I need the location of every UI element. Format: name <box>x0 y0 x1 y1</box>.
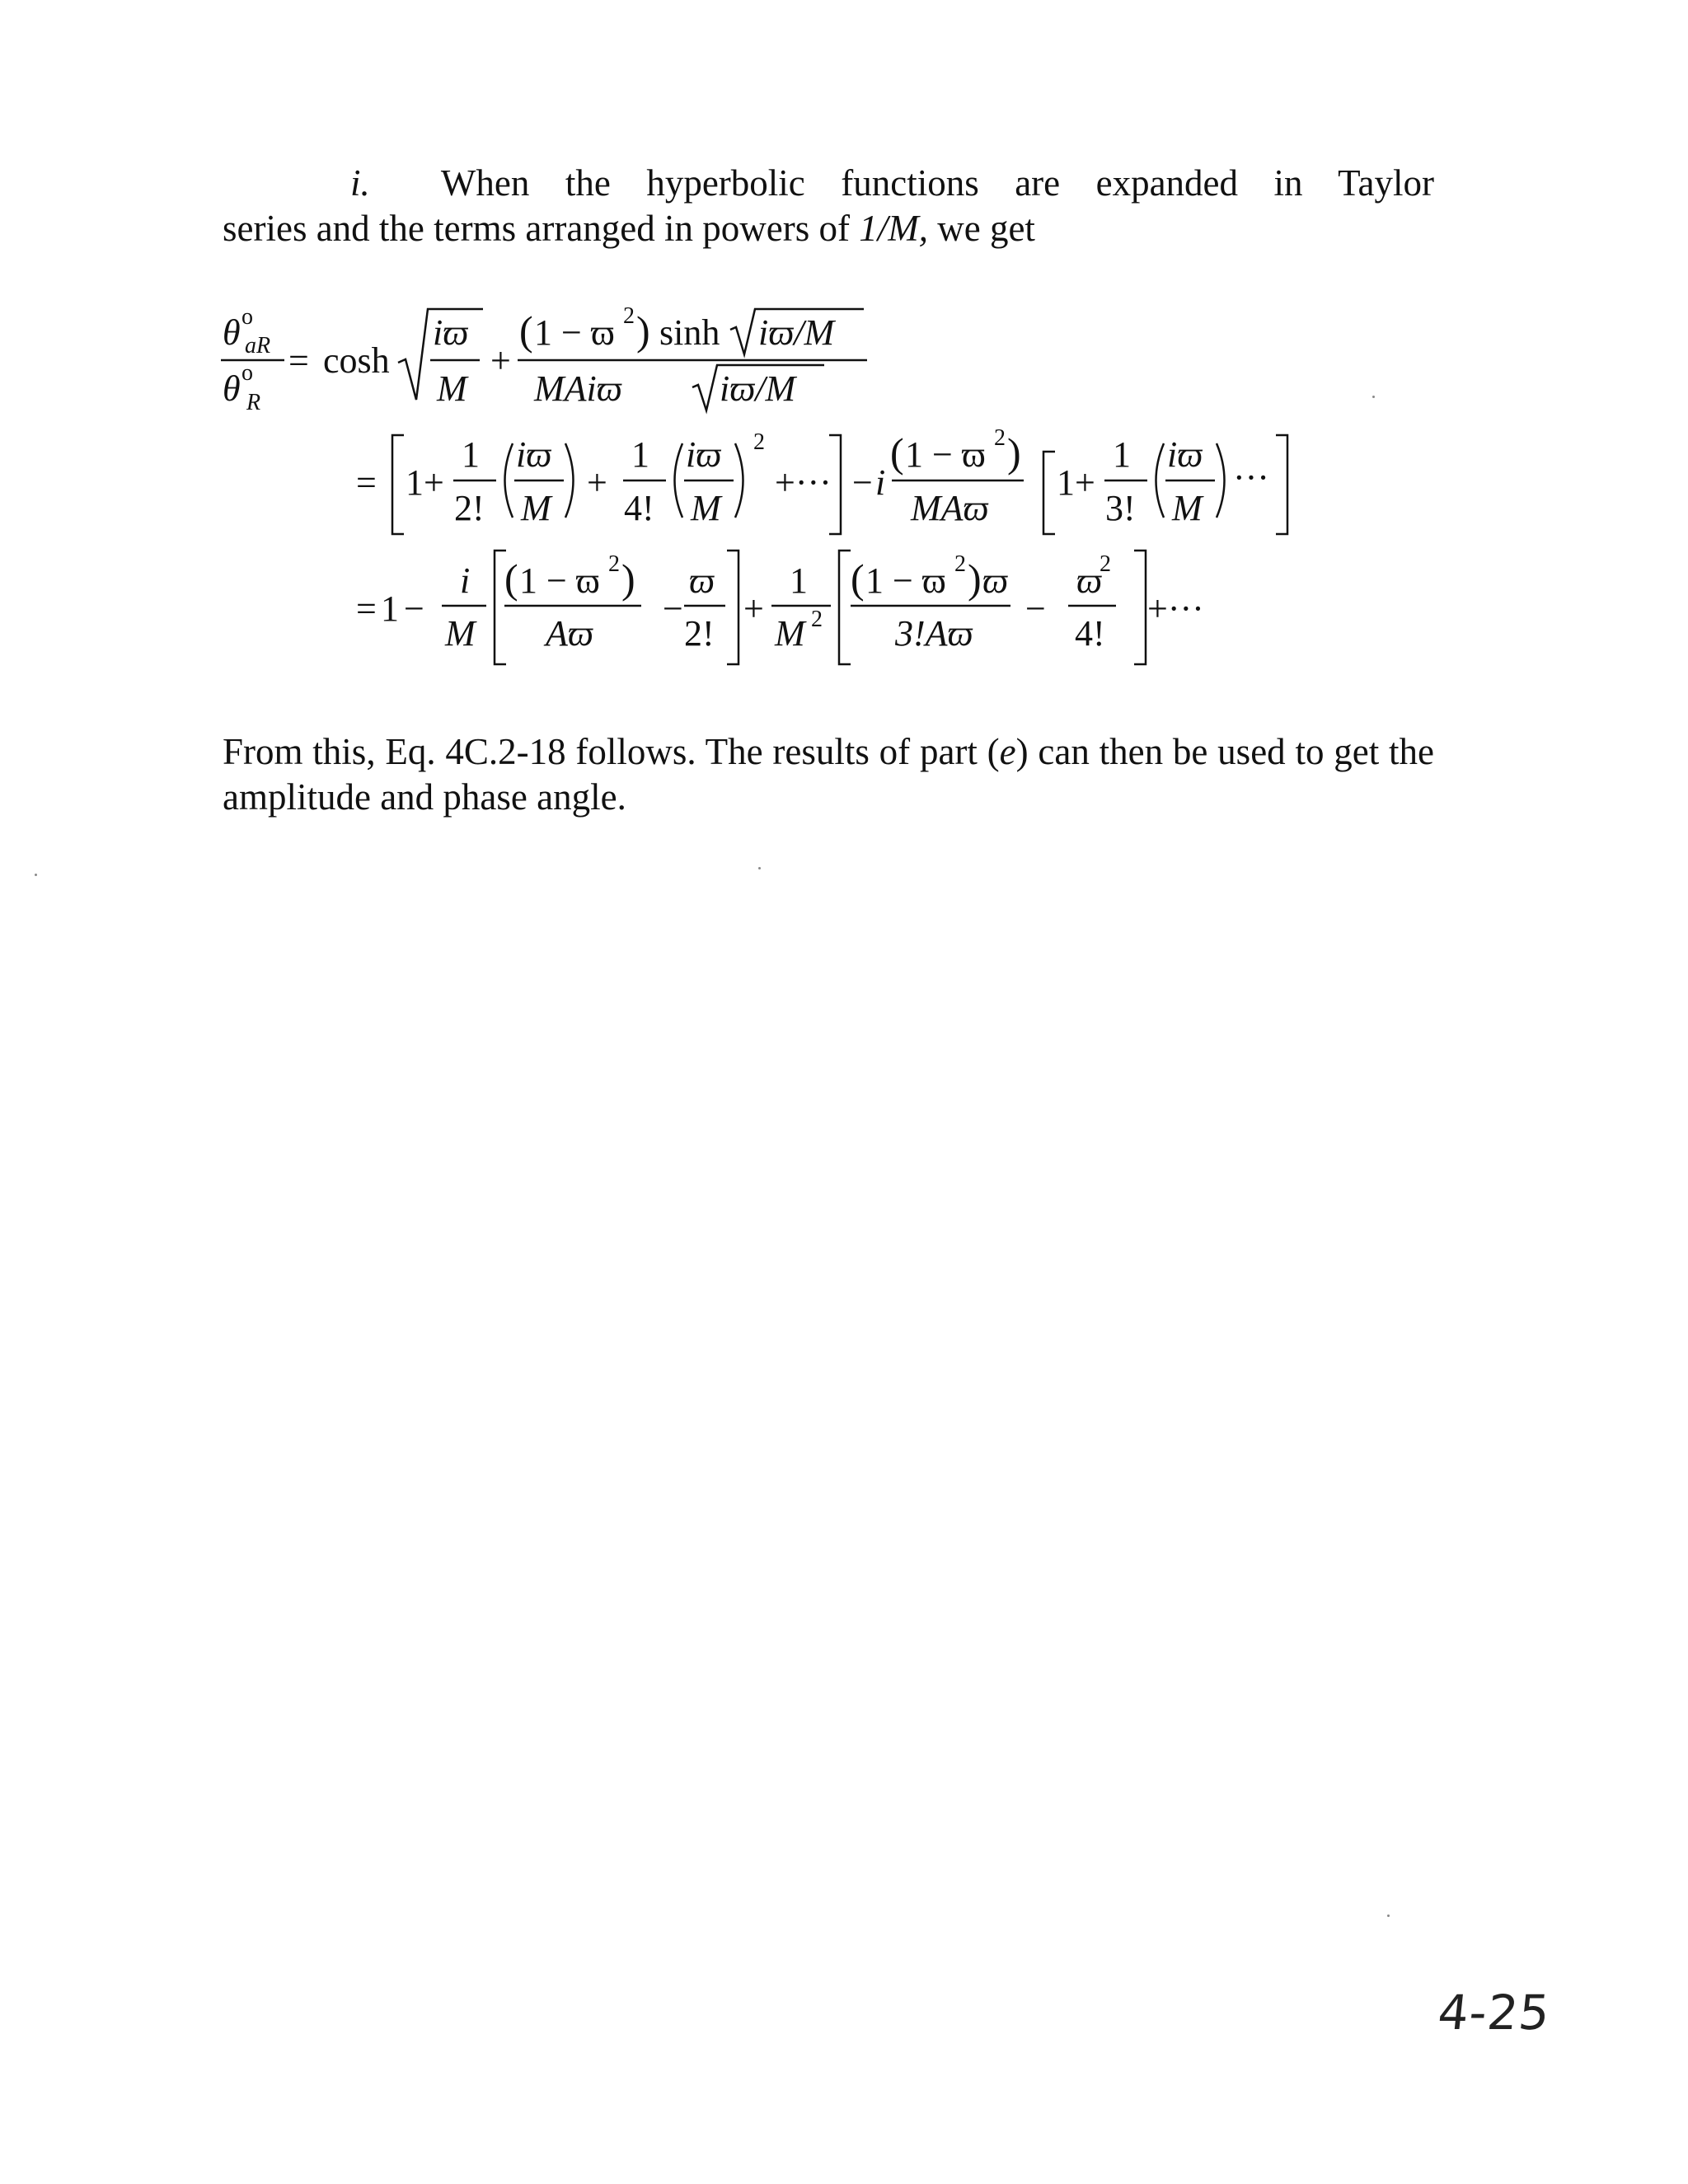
iw-2c: iϖ <box>1167 434 1203 475</box>
scan-speck <box>1387 1915 1390 1917</box>
scan-speck <box>35 874 37 876</box>
conclusion-text-1: From this, Eq. 4C.2-18 follows. The results of part ( <box>223 731 1000 772</box>
lhs-sup-bottom: o <box>241 360 253 386</box>
paren-open-1: ( <box>519 307 533 354</box>
iw-over-M-1: iϖ/M <box>758 312 835 353</box>
minus-3a: − <box>404 588 424 629</box>
one-plus-2b: 1+ <box>1057 462 1095 503</box>
i-3: i <box>460 560 471 601</box>
minus-3c: − <box>1025 588 1046 629</box>
M-2b: M <box>691 488 721 528</box>
equation-row-3 <box>356 551 1204 664</box>
paren-r-2c <box>1217 443 1225 518</box>
M-3b: M <box>775 613 805 654</box>
paren-l-2a <box>505 443 513 518</box>
Aw-3: Aϖ <box>546 613 593 654</box>
equals-row-3: = <box>356 588 377 629</box>
paren-l-2c <box>1156 443 1165 518</box>
w-3b: ϖ <box>982 560 1009 601</box>
equals-row-2: = <box>356 462 377 503</box>
one-2a: 1 <box>462 434 480 475</box>
conclusion-text-2: ) can then be used to get the amplitude and phase angle. <box>223 731 1434 818</box>
one-3: 1 <box>381 588 399 629</box>
i-2: i <box>875 462 886 503</box>
paren-close-3a: ) <box>621 555 635 602</box>
one-2b: 1 <box>631 434 649 475</box>
conclusion-paragraph <box>223 729 1434 820</box>
sinh-text: sinh <box>659 312 720 353</box>
one-minus-w-1: 1 − ϖ <box>534 312 615 353</box>
one-minus-w-2: 1 − ϖ <box>905 434 986 475</box>
minus-2: − <box>852 462 873 503</box>
page-number: 4-25 <box>1435 1985 1554 2041</box>
lhs-sub-bottom: R <box>246 390 261 415</box>
sq-3d: 2 <box>1100 551 1111 577</box>
intro-text-3: we get <box>927 208 1035 249</box>
M-2c: M <box>1172 488 1203 528</box>
minus-3b: − <box>663 588 683 629</box>
MAw-2: MAϖ <box>911 488 989 528</box>
sq-3b: 2 <box>811 607 823 632</box>
fact4-b: 4! <box>1075 613 1105 654</box>
lhs-theta-bottom: θ <box>223 368 241 409</box>
paren-open-3a: ( <box>504 555 518 602</box>
fact4-a: 4! <box>624 488 654 528</box>
paren-close-1: ) <box>636 307 650 354</box>
iw-2b: iϖ <box>686 434 722 475</box>
bracket-open-3b <box>839 551 851 664</box>
plus-3: + <box>743 588 764 629</box>
iw-over-M-2: iϖ/M <box>720 368 796 409</box>
iw-2a: iϖ <box>516 434 552 475</box>
bracket-close-2b <box>1276 435 1287 534</box>
bracket-open-2a <box>392 435 404 534</box>
equals-sign: = <box>288 340 309 381</box>
paren-close-2: ) <box>1007 429 1021 476</box>
w-3c: ϖ <box>1076 560 1103 601</box>
M-1: M <box>437 368 467 409</box>
w-3a: ϖ <box>689 560 715 601</box>
paren-r-2b <box>735 443 743 518</box>
paren-l-2b <box>675 443 683 518</box>
intro-text-1: When the hyperbolic functions are expanded in Taylor <box>440 162 1434 204</box>
lhs-theta-top: θ <box>223 312 241 353</box>
iw-1: iϖ <box>433 312 469 353</box>
sq-2a: 2 <box>753 429 765 455</box>
fact3-a: 3! <box>1105 488 1136 528</box>
fact2-b: 2! <box>684 613 715 654</box>
one-plus-2a: 1+ <box>406 462 444 503</box>
paren-r-2a <box>565 443 574 518</box>
inline-math-1-over-M: 1/M, <box>859 208 928 249</box>
one-3b: 1 <box>790 560 808 601</box>
paren-open-2: ( <box>890 429 904 476</box>
sq-2b: 2 <box>994 425 1006 451</box>
equation-row-2 <box>356 425 1287 534</box>
bracket-close-3b <box>1134 551 1146 664</box>
part-e: e <box>999 731 1016 772</box>
three-Aw: 3!Aϖ <box>895 613 973 654</box>
intro-text-2: series and the terms arranged in powers of <box>223 208 860 249</box>
dots-2b: ··· <box>1233 457 1269 498</box>
MAiw-1: MAiϖ <box>534 368 622 409</box>
one-minus-w-3b: 1 − ϖ <box>865 560 946 601</box>
paren-close-3b: ) <box>968 555 982 602</box>
plus-2a: + <box>587 462 607 503</box>
dots-3: +··· <box>1147 588 1204 629</box>
scan-speck <box>1372 396 1375 398</box>
bracket-open-2b <box>1043 452 1055 534</box>
fact2-a: 2! <box>454 488 485 528</box>
lhs-sup-top: o <box>241 304 253 330</box>
plus-1: + <box>490 340 511 381</box>
dots-2a: +··· <box>775 462 832 503</box>
one-minus-w-3a: 1 − ϖ <box>519 560 600 601</box>
cosh-text: cosh <box>323 340 390 381</box>
scan-speck <box>758 867 761 869</box>
sq-1: 2 <box>623 303 635 329</box>
bracket-close-3a <box>727 551 738 664</box>
M-3a: M <box>445 613 476 654</box>
sq-3a: 2 <box>608 551 620 577</box>
sq-3c: 2 <box>954 551 966 577</box>
taylor-expansion-equation <box>0 0 1688 717</box>
M-2a: M <box>521 488 551 528</box>
paren-open-3b: ( <box>851 555 865 602</box>
equation-row-1 <box>221 303 867 415</box>
one-2c: 1 <box>1113 434 1131 475</box>
lhs-sub-top: aR <box>245 333 271 359</box>
part-label: i. <box>350 162 370 204</box>
